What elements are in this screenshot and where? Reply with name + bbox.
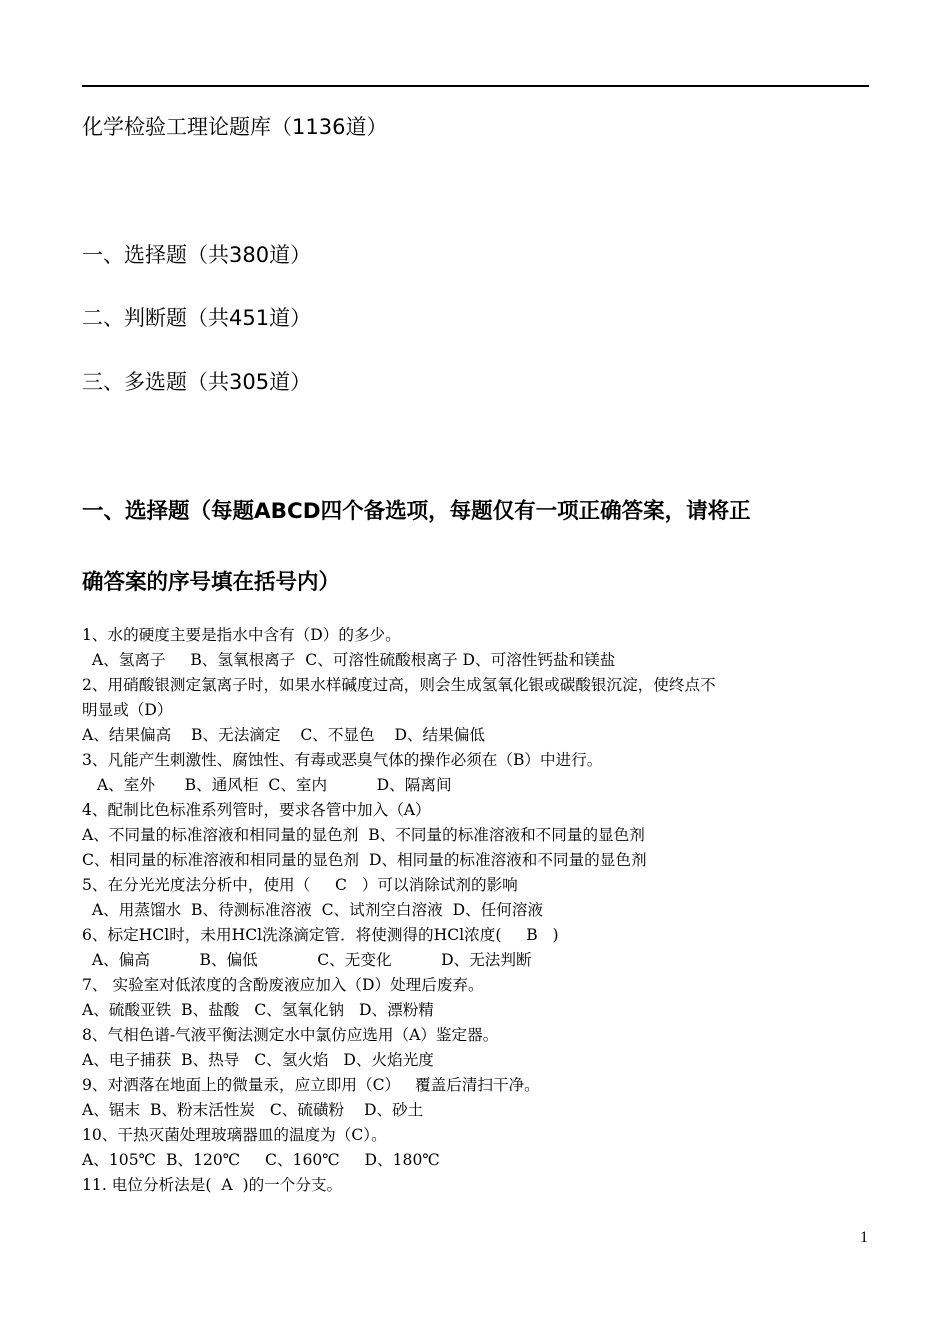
question-list [82,623,869,1198]
header-rule [82,85,869,87]
question-line: 1、水的硬度主要是指水中含有（D）的多少。 [82,626,401,644]
question-line: 8、气相色谱-气液平衡法测定水中氯仿应选用（A）鉴定器。 [82,1026,499,1044]
section-heading-line-1: 一、选择题（每题ABCD四个备选项，每题仅有一项正确答案，请将正 [82,499,751,524]
question-line: 9、对洒落在地面上的微量汞，应立即用（C） 覆盖后清扫干净。 [82,1076,540,1094]
section-heading-line-2: 确答案的序号填在括号内） [82,570,341,595]
toc-item-judgment: 二、判断题（共451道） [82,306,312,330]
option-line: A、氢离子 B、氢氧根离子 C、可溶性硫酸根离子 D、可溶性钙盐和镁盐 [82,651,616,669]
question-line: 4、配制比色标准系列管时，要求各管中加入（A） [82,801,431,819]
toc-item-choice: 一、选择题（共380道） [82,243,312,267]
question-line: 5、在分光光度法分析中，使用（ C ）可以消除试剂的影响 [82,876,518,894]
question-line: 10、干热灭菌处理玻璃器皿的温度为（C）。 [82,1126,387,1144]
option-line: A、用蒸馏水 B、待测标准溶液 C、试剂空白溶液 D、任何溶液 [82,901,544,919]
option-line: A、不同量的标准溶液和相同量的显色剂 B、不同量的标准溶液和不同量的显色剂 [82,826,645,844]
option-line: C、相同量的标准溶液和相同量的显色剂 D、相同量的标准溶液和不同量的显色剂 [82,851,647,869]
question-line: 7、 实验室对低浓度的含酚废液应加入（D）处理后废弃。 [82,976,484,994]
option-line: A、硫酸亚铁 B、盐酸 C、氢氧化钠 D、漂粉精 [82,1001,434,1019]
question-line: 2、用硝酸银测定氯离子时，如果水样碱度过高，则会生成氢氧化银或碳酸银沉淀，使终点不 [82,676,716,694]
option-line: A、105℃ B、120℃ C、160℃ D、180℃ [82,1151,440,1169]
option-line: A、偏高 B、偏低 C、无变化 D、无法判断 [82,951,532,969]
question-line: 11. 电位分析法是( A )的一个分支。 [82,1176,343,1194]
question-line: 明显或（D） [82,701,173,719]
question-line: 3、凡能产生刺激性、腐蚀性、有毒或恶臭气体的操作必须在（B）中进行。 [82,751,603,769]
option-line: A、结果偏高 B、无法滴定 C、不显色 D、结果偏低 [82,726,485,744]
question-line: 6、标定HCl时，未用HCl洗涤滴定管．将使测得的HCl浓度( B ) [82,926,559,944]
toc-item-multiple: 三、多选题（共305道） [82,370,312,394]
option-line: A、锯末 B、粉末活性炭 C、硫磺粉 D、砂土 [82,1101,424,1119]
document-title: 化学检验工理论题库（1136道） [82,115,388,139]
option-line: A、电子捕获 B、热导 C、氢火焰 D、火焰光度 [82,1051,434,1069]
page-number: 1 [860,1229,868,1246]
option-line: A、室外 B、通风柜 C、室内 D、隔离间 [82,776,452,794]
